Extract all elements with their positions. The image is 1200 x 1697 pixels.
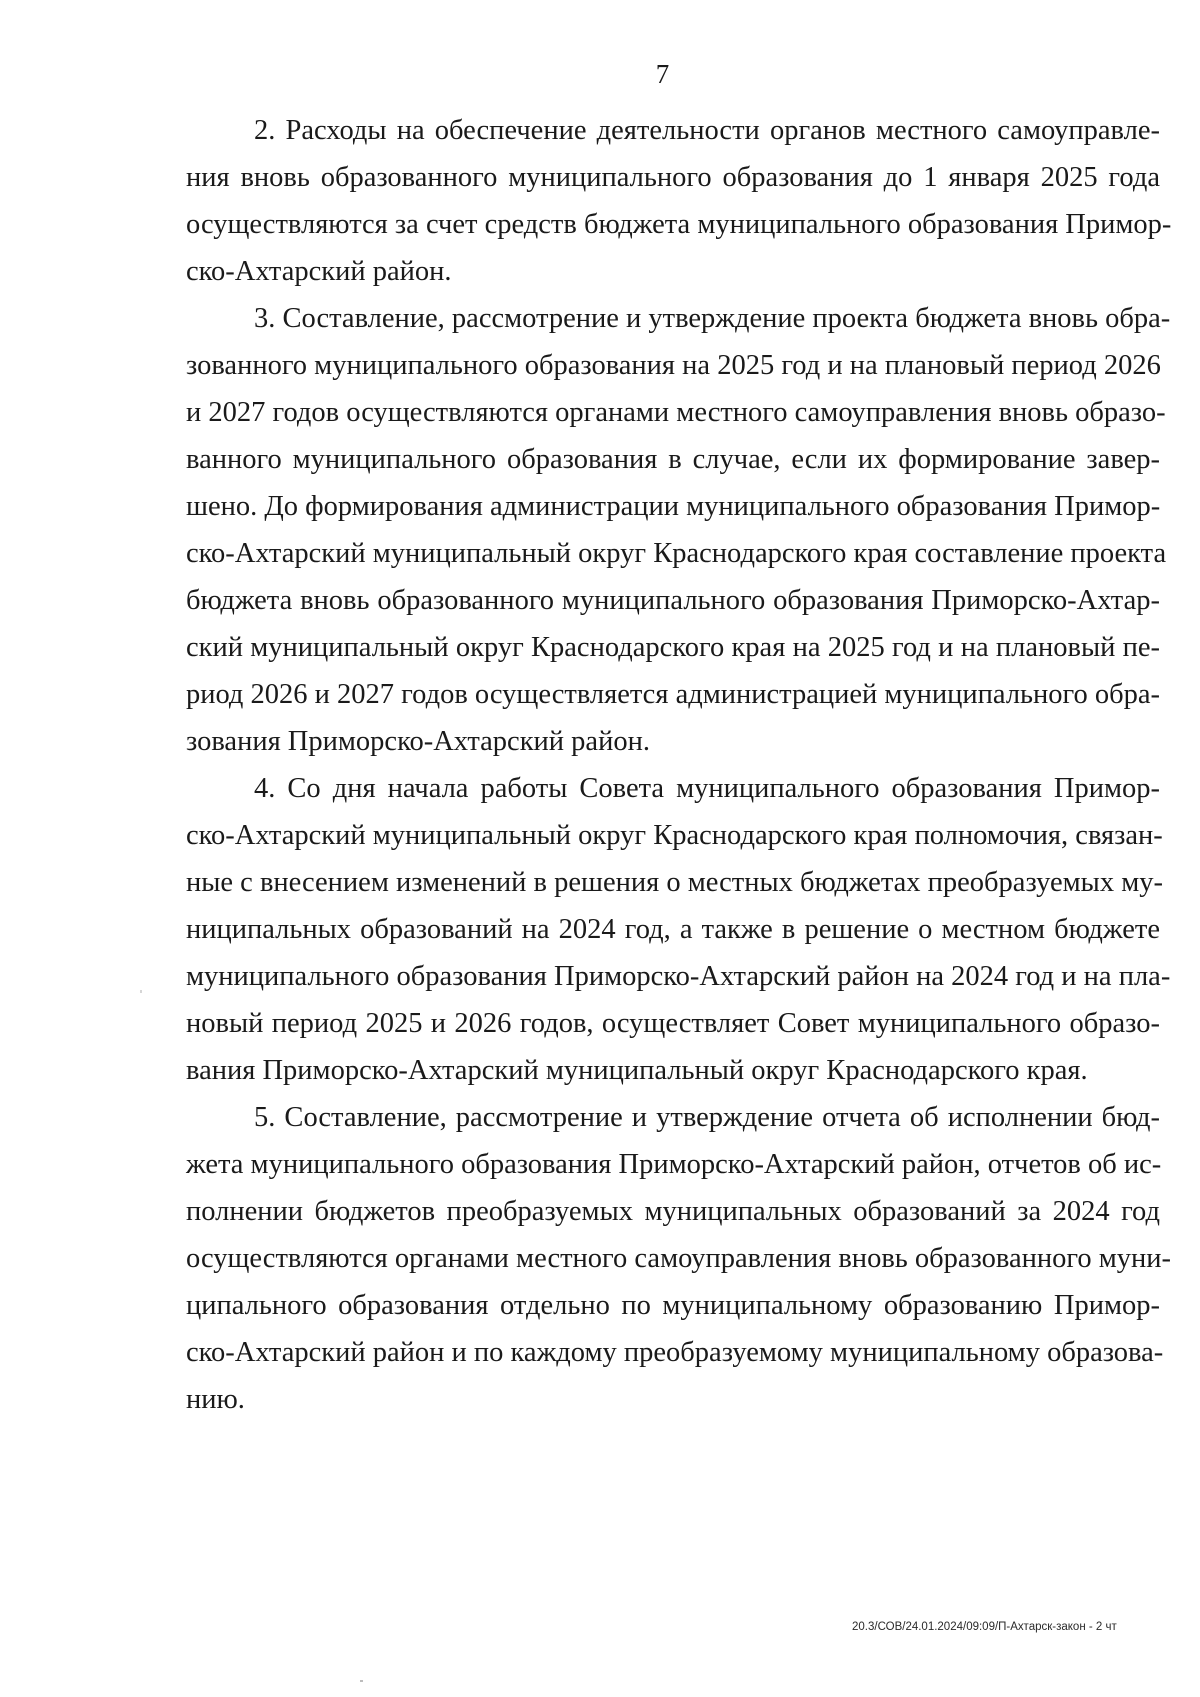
text-line: ные с внесением изменений в решения о местных бюджетах преобразуемых му-: [186, 867, 1163, 898]
text-line: муниципального образования Приморско-Ахтарский район на 2024 год и на пла-: [186, 961, 1171, 992]
text-line: полнении бюджетов преобразуемых муниципальных образований за 2024 год: [186, 1196, 1160, 1227]
paragraph-3: [186, 295, 1171, 765]
text-line: 3. Составление, рассмотрение и утверждение проекта бюджета вновь обра-: [254, 303, 1171, 334]
text-line: 4. Со дня начала работы Совета муниципального образования Примор-: [254, 773, 1160, 804]
text-line: риод 2026 и 2027 годов осуществляется администрацией муниципального обра-: [186, 679, 1161, 710]
text-line: жета муниципального образования Приморско-Ахтарский район, отчетов об ис-: [186, 1149, 1162, 1180]
paragraph-5: [186, 1094, 1172, 1423]
text-line: вания Приморско-Ахтарский муниципальный округ Краснодарского края.: [186, 1055, 1088, 1086]
footer-document-code: 20.3/СОВ/24.01.2024/09:09/П-Ахтарск-закон - 2 чт: [852, 1621, 1117, 1633]
text-line: зования Приморско-Ахтарский район.: [186, 726, 650, 757]
text-line: осуществляются за счет средств бюджета муниципального образования Примор-: [186, 209, 1172, 240]
text-line: ния вновь образованного муниципального образования до 1 января 2025 года: [186, 162, 1160, 193]
text-line: ско-Ахтарский район.: [186, 256, 452, 287]
text-line: ско-Ахтарский район и по каждому преобразуемому муниципальному образова-: [186, 1337, 1164, 1368]
text-line: новый период 2025 и 2026 годов, осуществляет Совет муниципального образо-: [186, 1008, 1160, 1039]
text-line: зованного муниципального образования на 2025 год и на плановый период 2026: [186, 350, 1161, 381]
scan-speck: [360, 1680, 363, 1682]
scan-speck: [140, 990, 142, 993]
text-line: ниципальных образований на 2024 год, а также в решение о местном бюджете: [186, 914, 1160, 945]
paragraph-4: [186, 765, 1171, 1094]
text-line: осуществляются органами местного самоуправления вновь образованного муни-: [186, 1243, 1172, 1274]
page-number: 7: [655, 59, 670, 89]
text-line: ско-Ахтарский муниципальный округ Краснодарского края полномочия, связан-: [186, 820, 1163, 851]
document-body: [186, 107, 1172, 1423]
text-line: 5. Составление, рассмотрение и утверждение отчета об исполнении бюд-: [254, 1102, 1160, 1133]
text-line: ванного муниципального образования в случае, если их формирование завер-: [186, 444, 1160, 475]
text-line: ско-Ахтарский муниципальный округ Краснодарского края составление проекта: [186, 538, 1167, 569]
text-line: ципального образования отдельно по муниципальному образованию Примор-: [186, 1290, 1160, 1321]
text-line: и 2027 годов осуществляются органами местного самоуправления вновь образо-: [186, 397, 1166, 428]
text-line: шено. До формирования администрации муниципального образования Примор-: [186, 491, 1161, 522]
text-line: ский муниципальный округ Краснодарского края на 2025 год и на плановый пе-: [186, 632, 1160, 663]
paragraph-2: [186, 107, 1172, 295]
text-line: бюджета вновь образованного муниципального образования Приморско-Ахтар-: [186, 585, 1160, 616]
text-line: нию.: [186, 1384, 245, 1415]
text-line: 2. Расходы на обеспечение деятельности органов местного самоуправле-: [254, 115, 1160, 146]
